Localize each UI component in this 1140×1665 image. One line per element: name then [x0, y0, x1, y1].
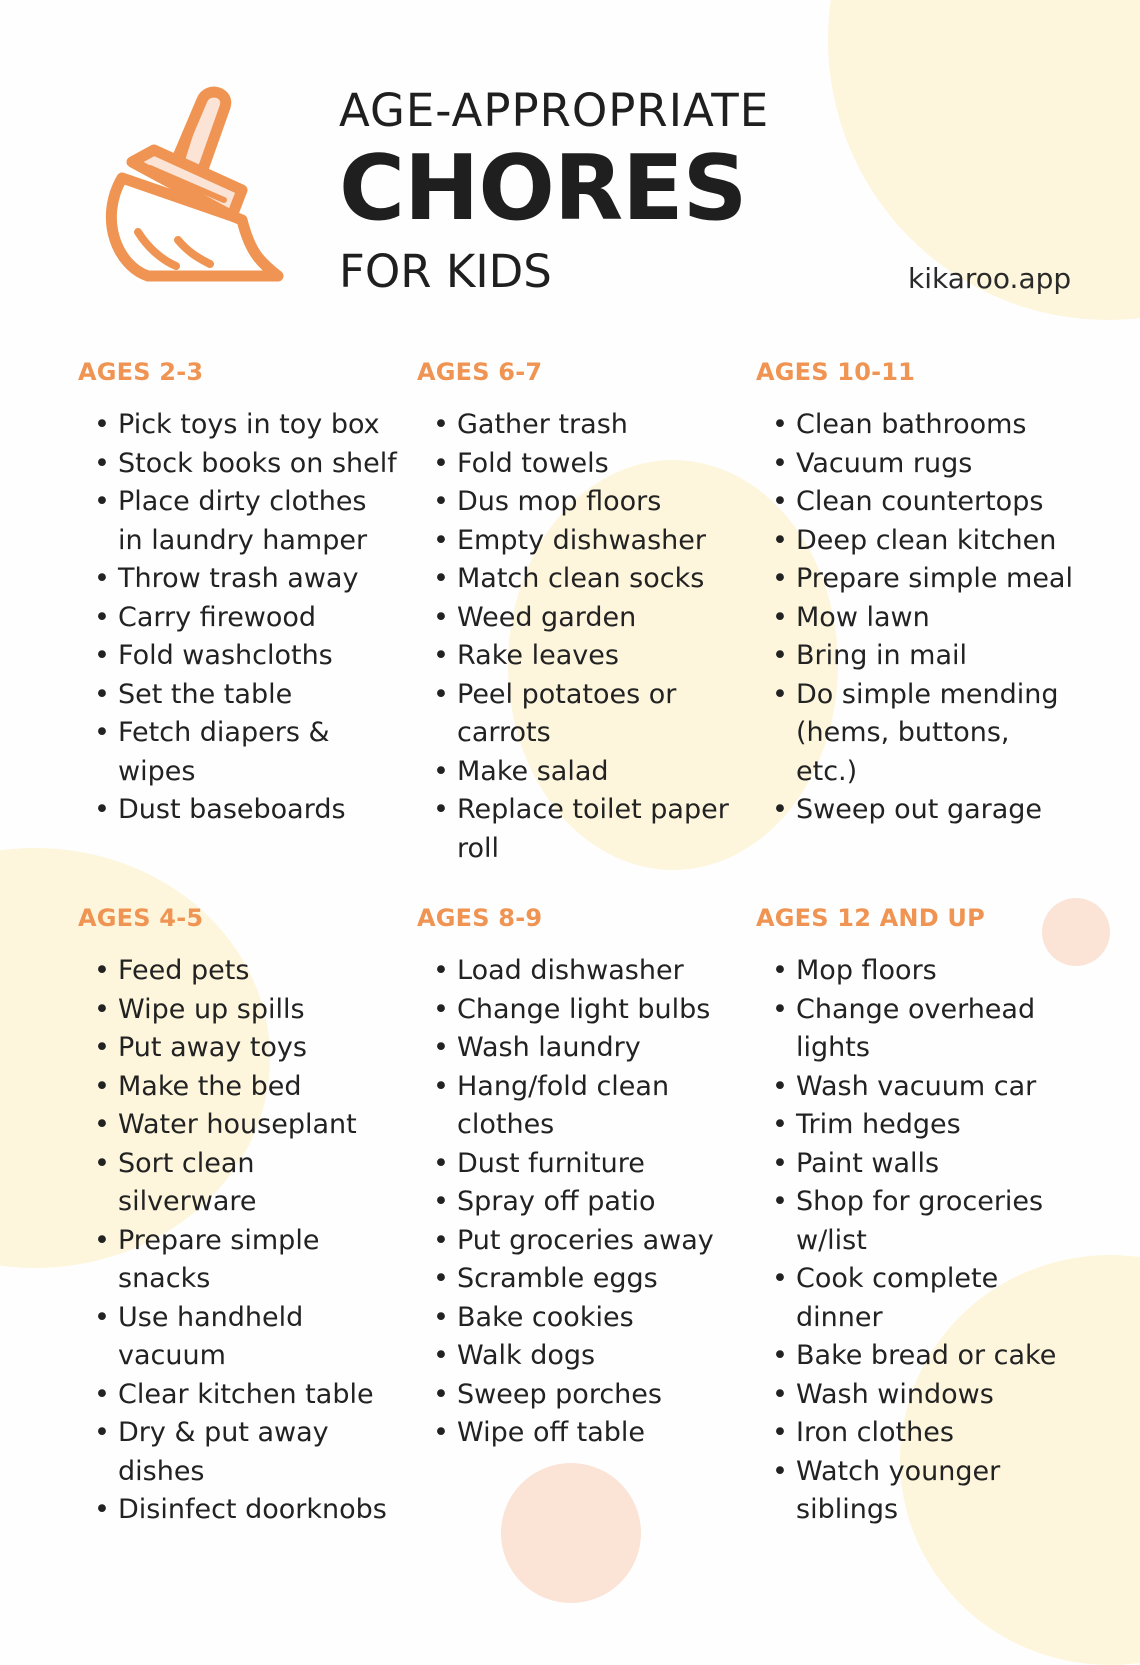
chore-item: • Disinfect doorknobs: [78, 1491, 398, 1530]
chore-item: • Prepare simple meal: [756, 560, 1076, 599]
chore-item: • Bake bread or cake: [756, 1337, 1076, 1376]
chore-item: • Wash vacuum car: [756, 1068, 1076, 1107]
chore-item: • Iron clothes: [756, 1414, 1076, 1453]
chore-item: • Watch younger siblings: [756, 1453, 1076, 1530]
chore-item: • Empty dishwasher: [417, 522, 737, 561]
age-heading: AGES 6-7: [417, 358, 543, 386]
chore-item: • Cook complete dinner: [756, 1260, 1076, 1337]
chore-item: • Throw trash away: [78, 560, 398, 599]
chore-item: • Fold washcloths: [78, 637, 398, 676]
chore-item: • Water houseplant: [78, 1106, 398, 1145]
chore-item: • Spray off patio: [417, 1183, 737, 1222]
chore-item: • Match clean socks: [417, 560, 737, 599]
chore-item: • Mow lawn: [756, 599, 1076, 638]
chore-item: • Load dishwasher: [417, 952, 737, 991]
age-section-6-7: [417, 358, 737, 868]
chore-item: • Prepare simple snacks: [78, 1222, 398, 1299]
chore-item: • Replace toilet paper roll: [417, 791, 737, 868]
chore-list: [417, 406, 737, 868]
site-url: kikaroo.app: [908, 262, 1072, 295]
chore-item: • Stock books on shelf: [78, 445, 398, 484]
chore-item: • Gather trash: [417, 406, 737, 445]
chore-item: • Do simple mending (hems, buttons, etc.): [756, 676, 1076, 792]
chore-list: [756, 406, 1076, 830]
chore-item: • Bring in mail: [756, 637, 1076, 676]
age-heading: AGES 4-5: [78, 904, 204, 932]
chore-item: • Clean bathrooms: [756, 406, 1076, 445]
chore-item: • Carry firewood: [78, 599, 398, 638]
chore-item: • Make the bed: [78, 1068, 398, 1107]
age-section-2-3: [78, 358, 398, 830]
chore-item: • Wash laundry: [417, 1029, 737, 1068]
age-heading: AGES 8-9: [417, 904, 543, 932]
chore-list: [417, 952, 737, 1453]
chore-item: • Shop for groceries w/list: [756, 1183, 1076, 1260]
background-dot-bottom: [501, 1463, 641, 1603]
chore-list: [78, 952, 398, 1530]
chore-item: • Change overhead lights: [756, 991, 1076, 1068]
age-section-8-9: [417, 904, 737, 1453]
chore-item: • Rake leaves: [417, 637, 737, 676]
chore-item: • Weed garden: [417, 599, 737, 638]
chore-item: • Sort clean silverware: [78, 1145, 398, 1222]
chore-item: • Wipe off table: [417, 1414, 737, 1453]
age-section-4-5: [78, 904, 398, 1530]
chore-item: • Set the table: [78, 676, 398, 715]
broom-icon: [92, 80, 300, 290]
chore-item: • Paint walls: [756, 1145, 1076, 1184]
page-title-top: AGE-APPROPRIATE: [339, 84, 770, 137]
chore-item: • Fold towels: [417, 445, 737, 484]
chore-item: • Dry & put away dishes: [78, 1414, 398, 1491]
chore-item: • Deep clean kitchen: [756, 522, 1076, 561]
chore-item: • Bake cookies: [417, 1299, 737, 1338]
chore-item: • Trim hedges: [756, 1106, 1076, 1145]
chore-item: • Vacuum rugs: [756, 445, 1076, 484]
chore-item: • Sweep out garage: [756, 791, 1076, 830]
chore-item: • Clear kitchen table: [78, 1376, 398, 1415]
chore-item: • Dus mop floors: [417, 483, 737, 522]
page-title: CHORES: [339, 136, 747, 241]
age-heading: AGES 2-3: [78, 358, 204, 386]
chore-item: • Dust furniture: [417, 1145, 737, 1184]
chore-list: [78, 406, 398, 830]
chore-item: • Wipe up spills: [78, 991, 398, 1030]
age-heading: AGES 10-11: [756, 358, 916, 386]
chore-item: • Make salad: [417, 753, 737, 792]
age-heading: AGES 12 AND UP: [756, 904, 985, 932]
chore-item: • Fetch diapers & wipes: [78, 714, 398, 791]
chore-item: • Place dirty clothes in laundry hamper: [78, 483, 398, 560]
chore-item: • Wash windows: [756, 1376, 1076, 1415]
chore-item: • Change light bulbs: [417, 991, 737, 1030]
page-title-bottom: FOR KIDS: [339, 245, 552, 298]
chore-item: • Dust baseboards: [78, 791, 398, 830]
chore-item: • Walk dogs: [417, 1337, 737, 1376]
age-section-12-and-up: [756, 904, 1076, 1530]
chore-item: • Pick toys in toy box: [78, 406, 398, 445]
chore-list: [756, 952, 1076, 1530]
chore-item: • Peel potatoes or carrots: [417, 676, 737, 753]
chore-item: • Mop floors: [756, 952, 1076, 991]
chore-item: • Clean countertops: [756, 483, 1076, 522]
chore-item: • Scramble eggs: [417, 1260, 737, 1299]
chore-item: • Feed pets: [78, 952, 398, 991]
chore-item: • Put away toys: [78, 1029, 398, 1068]
chore-item: • Sweep porches: [417, 1376, 737, 1415]
chore-item: • Put groceries away: [417, 1222, 737, 1261]
age-section-10-11: [756, 358, 1076, 830]
chore-item: • Use handheld vacuum: [78, 1299, 398, 1376]
chore-item: • Hang/fold clean clothes: [417, 1068, 737, 1145]
